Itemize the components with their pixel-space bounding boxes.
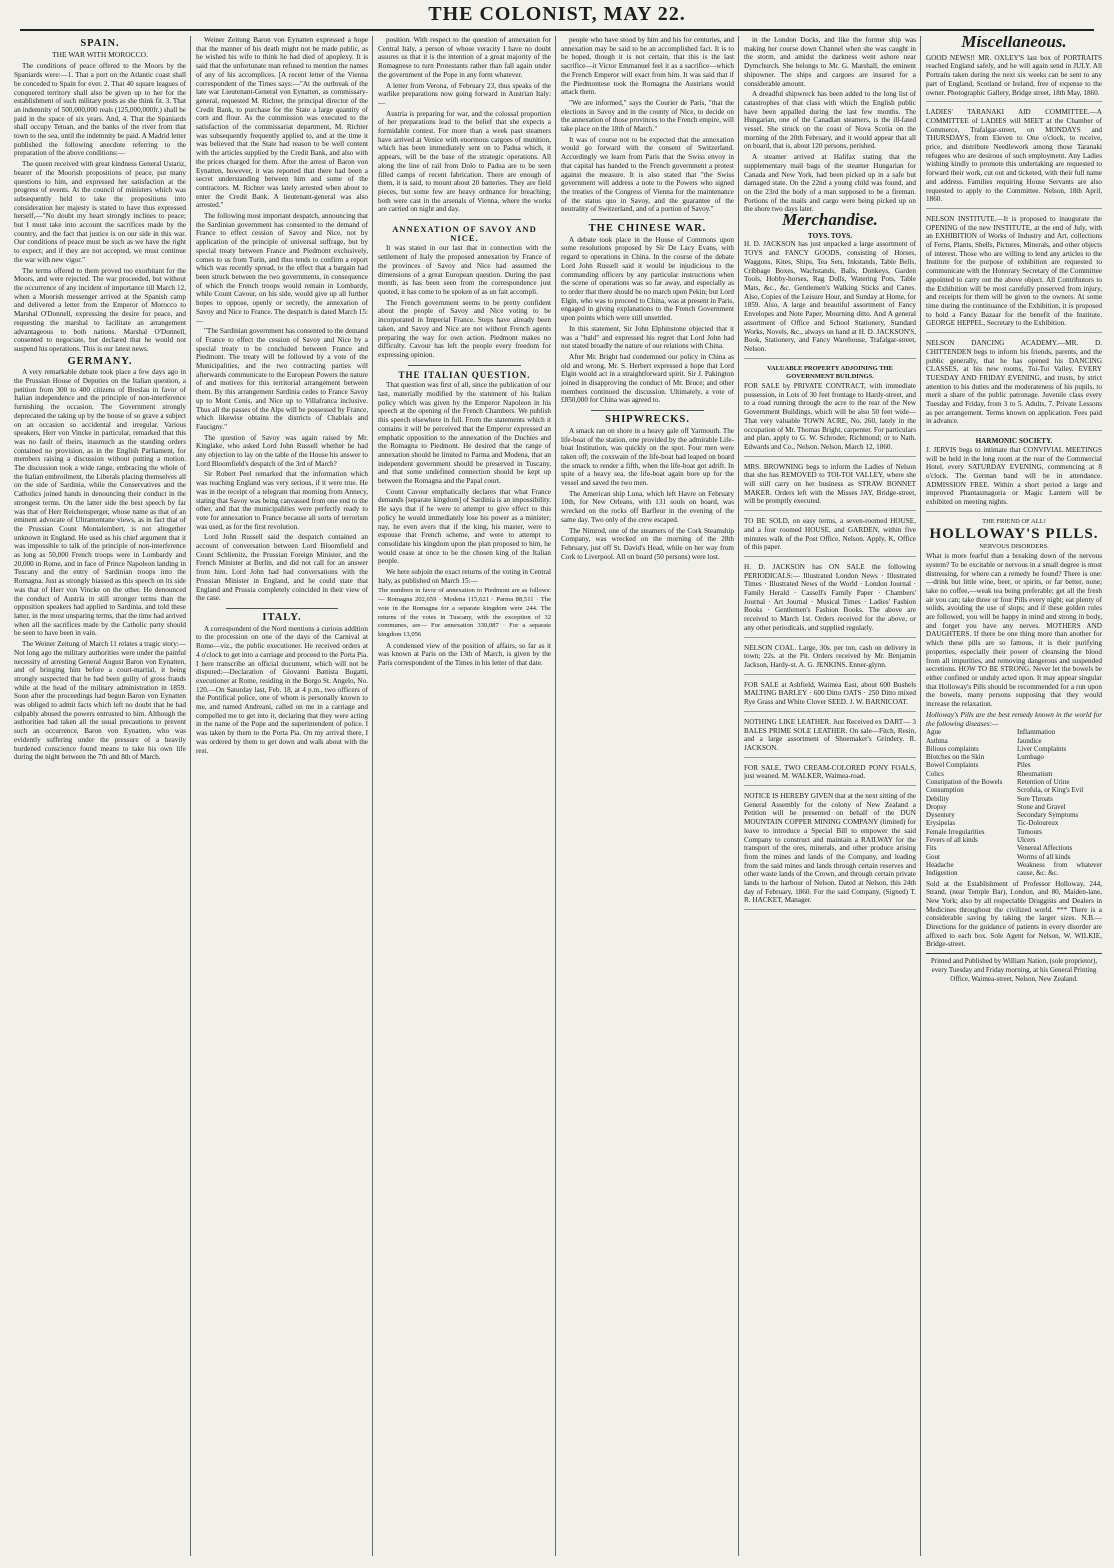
article-paragraph: The Nimrod, one of the steamers of the Cork Steamship Company, was wrecked on the morning of the 28th February, just off St. David's Head, while on her way from Cork to Liverpool. All on board (50 persons) were lost. [561, 526, 734, 561]
article-paragraph: After Mr. Bright had condemned our policy in China as old and wrong, Mr. S. Herbert expressed a hope that Lord Elgin would act in a straightforward spirit. Sir J. Pakington joined in disapproving the conduct of Mr. Bruce; and other members continued the discussion. Ultimately, a vote of £850,000 for China was agreed to. [561, 352, 734, 405]
remedy-list-item: Ulcers [1017, 836, 1036, 845]
advertisement [744, 789, 916, 910]
section-heading-italy: ITALY. [262, 612, 302, 623]
article-paragraph: A smack ran on shore in a heavy gale off Yarmouth. The life-boat of the station, one provided by the admirable Life-boat Institution, was quickly on the spot. Four men were taken off; the coxswain of the life-boat had leaped on board the smack to render a fifth, when the life-boat got adrift. In spite of a heavy sea, the life-boat again bore up for the vessel and saved the two men. [561, 426, 734, 488]
column-2 [196, 36, 368, 1556]
remedy-list-item: Retention of Urine [1017, 778, 1070, 786]
ad-text: MRS. BROWNING begs to inform the Ladies of Nelson that she has REMOVED to TOI-TOI VALLEY, where she will still carry on her business as STRAW BONNET MAKER. Orders left with the Misses JAY, Bridge-street, will be promptly executed. [744, 462, 916, 506]
remedy-list-item: Dysentery [926, 811, 955, 820]
article-paragraph: people who have stood by him and his for centuries, and annexation may be said to be an accomplished fact. It is to be hoped, though it is not certain, that this is the last sacrifice—it Victor Emmanuel feel it as a sacrifice—which the French Emperor will exact from him. It was said that if the Piedmontese took the Romagna the Austrians would attack them. [561, 36, 734, 97]
article-paragraph: The Weiner Zeitung of March 11 relates a tragic story:—Not long ago the military authorities were under the painful necessity of arresting General August Baron von Eynatten, and of bringing him before a court-martial, it being strongly suspected that he had been guilty of gross frauds while at the head of the military administration in 1859. Soon after the proceedings had begun Baron von Eynatten was obliged to admit facts which left no doubt that he had culpably abused the powers entrusted to him. Although the authorities had taken all the usual precautions to prevent such an occurrence, Baron von Eynatten, who was evidently suffering under the pressure of a heavily burdened conscience found means to take his own life during the night between the 7th and 8th of March. [14, 640, 186, 762]
ad-title: TOYS. TOYS. [807, 231, 853, 240]
section-separator [226, 608, 338, 609]
article-paragraph: The queen received with great kindness General Ustariz, bearer of the Moorish propositions of peace, put many questions to him, and expressed her satisfaction at the progress of events. At the council of ministers which was subsequently held to take the propositions into consideration her majesty is stated to have thus expressed herself,—"No doubt my heart strongly inclines to peace; but I must take into account the sacrifices made by the country, and the fact that justice is on our side in this war. Our conditions of peace must be such as we have the right to expect; and if they are not accepted, we must continue the war with new vigor." [14, 160, 186, 264]
article-paragraph: That question was first of all, since the publication of our last, materially modified by the statement of his Italian policy which was given by the Emperor Napoleon in his speech at the opening of the French Chambers. We publish this speech elsewhere in full. From the statements which it contains it will be perceived that the Emperor expressed an emphatic opposition to the annexation of the Duchies and the Romagna to Piedmont. He desired that the range of annexation should be limited to Parma and Modena, that an independent government should be preserved in Tuscany, and that some undefined connection should be kept up between the Romagna and the Papal court. [378, 381, 551, 486]
section-heading-shipwrecks: SHIPWRECKS. [605, 414, 690, 426]
article-paragraph: A correspondent of the Nord mentions a curious addition to the procession on one of the days of the Carnival at Rome—viz., the public executioner. He received orders at 4 o'clock to get into a carriage and proceed to the Porta Pia. I here transcribe an official document, which will not be disputed:—Declaration of Giovanni Battista Bugatti, executioner at Rome, residing in the Borgo St. Angelo, No. 120.—On Saturday last, Feb. 18, at 4 p.m., two officers of the Pontifical police, one of whom is personally known to me, and named Andreani, called on me in a carriage and compelled me to get into it, declaring that they were acting in the name of the Pope and the superintendent of police. I was taken by them to the Porta Pia. On my arrival there, I was ordered by them to get down and walk about with the rest. [196, 624, 368, 755]
advertisement [926, 336, 1102, 431]
advertisement [926, 212, 1102, 333]
remedy-list-item: Inflammation [1017, 728, 1056, 737]
article-paragraph: A steamer arrived at Halifax stating that the supplementary mail bags of the steamer Hungarian for Canada and New York, had been picked up in a safe but damaged state. On the 22nd a young child was found, and on the 23rd the body of a man supposed to be a fireman. Portions of the mails and cargo were being picked up on the shore two days later. [744, 153, 916, 214]
article-paragraph: Sir Robert Peel remarked that the information which was reaching England was very serious, if it were true. He was in the receipt of a telegram that morning from Annecy, stating that Savoy was being canvassed from one end to the other, and that the municipalities were perfectly ready to vote for annexation to France because all sorts of terrorism was used, as for the first revolution. [196, 470, 368, 531]
article-paragraph: A debate took place in the House of Commons upon some resolutions proposed by Sir De Lacy Evans, with regard to operations in China. In the course of the debate Lord John Russell said it would be injudicious to the commanding officers by any particular instructions when the scene of operations was so far away, and especially as to order that there should be no march upon Pekin; but Lord Elgin, who was to proceed to China, was at present in Paris, engaged in giving explanations to the French Government upon points which were still unsettled. [561, 235, 734, 323]
ad-text: Sold at the Establishment of Professor Holloway, 244, Strand, (near Temple Bar), London, and 80, Maiden-lane, New York; also by all respectable Druggists and Dealers in Medicines throughout the civilized world. *** There is a considerable saving by taking the larger sizes. N.B.—Directions for the guidance of patients in every disorder are affixed to each box. Sole Agent for Nelson, W. WILKIE, Bridge-street. [926, 879, 1102, 949]
remedy-list-item: Gout [926, 852, 940, 861]
article-paragraph: We here subjoin the exact returns of the voting in Central Italy, as published on March 15:— [378, 568, 551, 585]
remedy-list-item: Female Irregularities [926, 827, 985, 836]
remedy-list-item: Tic-Doloureux [1017, 819, 1059, 828]
subheading-war-morocco: THE WAR WITH MOROCCO. [52, 49, 148, 59]
remedy-list-item: Constipation of the Bowels [926, 778, 1003, 786]
article-paragraph: In this statement, Sir John Elphinstone objected that it was a "bald" and expressed his regret that Lord John had not stated broadly the nature of our relations with China. [561, 324, 734, 351]
advertisement [926, 434, 1102, 512]
ad-text: FOR SALE by PRIVATE CONTRACT, with immediate possession, in Lots of 30 feet frontage to Hardy-street, and to a road running through the acre to the rear of the New Government Buildings, which will be also 50 feet wide— That very valuable TOWN ACRE, No. 260, lately in the occupation of Mr. Thomas Bright, carpenter. For particulars and plan, apply to G. W. Schroder, Richmond; or to Nath. Edwards and Co., Nelson. Nelson, March 12, 1860. [744, 382, 916, 451]
remedy-list-item: Venereal Affections [1017, 844, 1073, 853]
ad-text: NELSON INSTITUTE.—It is proposed to inaugurate the OPENING of the new INSTITUTE, at the end of July, with an EXHIBITION of Works of Industry and Art, collections of Ferns, Plants, Shells, Pictures, Minerals, and other objects of interest. Those who are willing to lend any articles to the Institute for the purpose of exhibition are requested to communicate with the Honorary Secretary of the Committee appointed to carry out the above object. All Contributors to the Exhibition will be most carefully preserved from injury, and receipts for them will be given to the owners. At some time during the continuance of the Exhibition, it is proposed to hold a Fancy Bazaar for the benefit of the Institute. GEORGE HEPPEL, Secretary to the Exhibition. [926, 214, 1102, 328]
article-paragraph: It was of course not to be expected that the annexation would go forward with the consent of Switzerland. Accordingly we learn from Paris that the Swiss envoy in that capital has handed to the French government a protest against the measure. It is also stated that "the Swiss government will address a note to the Powers who signed the treaties of the Congress of Vienna for the maintenance of the status quo in Savoy, and the guarantee of the neutrality of Switzerland, and of a portion of Savoy." [561, 135, 734, 214]
article-paragraph: The question of Savoy was again raised by Mr. Kinglake, who asked Lord John Russell whether he had any objection to lay on the table of the House his answer to Lord Bloomfield's despatch of the 3rd of March? [196, 433, 368, 468]
article-paragraph: The following most important despatch, announcing that the Sardinian government has consented to the demand of France to effect cession of Savoy and Nice, not by application of the principle of universal suffrage, but by special treaty between France and Piedmont exclusively, comes to us from Turin, and thus tends to confirm a report which was recently spread, to the effect that a bargain had been struck between the two governments, in consequence of which the French troops would remain in Lombardy, while Count Cavour, on his side, would give up all further hopes to oppose, openly or secretly, the annexation of Savoy and Nice to France. The despatch is dated March 15:— [196, 212, 368, 325]
article-paragraph: The terms offered to them proved too exorbitant for the Moors, and were rejected. The war proceeded, but without the occurrence of any incident of importance till March 12, when a Moorish messenger arrived at the Spanish camp and delivered a letter from the Emperor of Morocco to Marshal O'Donnell, expressing the desire for peace, and requesting the marshal to facilitate an arrangement advantageous to both nations. Marshal O'Donnell, consented to negociate, but declared that he would not suspend his operations. This is our latest news. [14, 266, 186, 353]
remedy-list-item: Blotches on the Skin [926, 753, 985, 762]
vote-returns: The numbers in favor of annexation to Piedmont are as follows:— Romagna 202,659 · Modena 115,621 · Parma 88,511 · The vote in the Romagna for a separate kingdom were 244. The returns of the votes in Tuscany, with the exception of 32 communes, are— For annexation 330,087 · For a separate kingdom 13,056 [378, 587, 551, 638]
column-divider [738, 36, 739, 1556]
column-divider [555, 36, 556, 1556]
ad-list-heading: Holloway's Pills are the best remedy known in the world for the following diseases:— [926, 710, 1102, 728]
section-banner-miscellaneous: Miscellaneous. [961, 36, 1067, 51]
remedy-list-item: Indigestion [926, 869, 958, 878]
article-paragraph: Lord John Russell said the despatch contained an account of conversation between Lord Bloomfield and Count Schlienitz, the Prussian Foreign Minister, and the French Minister at Berlin, and did not call for an answer from him. Lord John had had conversations with the Prussian Minister in England, and he could state that England and Prussia completely coincided in their view of the case. [196, 533, 368, 603]
ad-text: NELSON DANCING ACADEMY.—MR. D. CHITTENDEN begs to inform his friends, parents, and the public generally, that he has opened his DANCING CLASSES, at his new rooms, Toi-Toi Valley. EVERY TUESDAY AND FRIDAY EVENING, and trusts, by strict attention to his duties and the moderateness of his pupils, to merit a share of the public patronage. Juvenile class every Tuesday and Friday, from 3 to 5. Adults, 7. Private Lessons as per arrangement. Terms known on application. Fees paid in advance. [926, 339, 1102, 426]
ad-title: HOLLOWAY'S PILLS. [929, 526, 1099, 543]
column-divider [190, 36, 191, 1556]
article-paragraph: Weiner Zeitung Baron von Eynatten expressed a hope that the manner of his death might not be made public, as he wished his wife to think he had died of apoplexy. It is said that the unfortunate man refused to mention the names of any of his accomplices. [A recent letter of the Vienna correspondent of the Times says:—"At the outbreak of the late war Lieutenant-General von Eynatten, as commissary-general, requested M. Richter, the principal director of the Credit Bank, to purchase for the State a large quantity of corn and flour. As the commission was executed to the satisfaction of the commissariat department, M. Richter was subsequently frequently applied to, and at the time it was believed that the State had reason to be well content with the articles supplied by the Credit Bank, and also with the prices charged for them. After the arrest of Baron von Eynatten, however, it was reported that there had been a secret understanding between him and some of the contractors. M. Richter was lately arrested when about to enter the Credit Bank. A lieutenant-general was also arrested." [196, 36, 368, 210]
column-3 [378, 36, 551, 1556]
article-paragraph: The French government seems to be pretty confident about the people of Savoy and Nice voting to be incorporated in Imperial France. Steps have already been taken, and Savoy and Nice are not without French agents preparing the way for own action. Piedmont makes no difficulty. Cavour has left the people every freedom for expressing opinion. [378, 298, 551, 359]
article-paragraph: in the London Docks, and like the former ship was making her course down Channel when she was caught in the storm, and amidst the darkness went ashore near Dymchurch. She belongs to Mr. G. Marshall, the eminent shipowner. The ships and cargoes are insured for a considerable amount. [744, 36, 916, 88]
advertisement [744, 641, 916, 675]
article-paragraph: A dreadful shipwreck has been added to the long list of catastrophes of that class with which the English public have been appalled during the last few months. The Hungarian, one of the Canadian steamers, is the ill-fated vessel. She struck on the coast of Nova Scotia on the morning of the 20th February, and it would appear that all on board, that is, about 120 persons, perished. [744, 90, 916, 151]
remedy-list-item: Rheumatism [1017, 769, 1053, 778]
remedy-list-item: Headache [926, 860, 954, 869]
remedy-list-item: Asthma [926, 736, 948, 745]
remedy-list-item: Ague [926, 728, 942, 737]
remedy-list-item: Fits [926, 844, 937, 853]
advertisement [744, 514, 916, 557]
article-paragraph: "The Sardinian government has consented to the demand of France to effect the cession of Savoy and Nice by a special treaty to be concluded between France and Piedmont. The treaty will be followed by a vote of the Municipalities, and the two contracting parties will afterwards communicate to the European Powers the nature of and motives for this territorial arrangement between them. By this arrangement Sardinia cedes to France Savoy up to Mont Cenis, and Nice up to Villafranca inclusive. Thus all the passes of the Alps will be possessed by France, which likewise obtains the districts of Chablais and Faucigny." [196, 327, 368, 431]
article-paragraph: The conditions of peace offered to the Moors by the Spaniards were:—1. That a port on the Atlantic coast shall be conceded to Spain for ever. 2. That 40 square leagues of conquered territory shall also be given up to her for the establishment of such military posts as she think fit. 3. That an indemnity of 500,000,000 reals (125,000,000fr.) shall be paid in the space of six years. And, 4. That the Spaniards shall occupy Tetuan, and the banks of the river from that town to the sea, until the indemnity be paid. A Madrid letter published the following anecdote referring to the preparation of the above conditions:— [14, 62, 186, 158]
article-paragraph: Count Cavour emphatically declares that what France demands [separate kingdom] of Sardinia is an impossibility. He says that if he were to attempt to give effect to this policy he would immediately lose his power as a minister; nay, he even avers that if the king, his master, were to espouse that French scheme, and were to attempt to consolidate his kingdom upon the plan proposed to him, he would cease at once to be the chosen king of the Italian people. [378, 487, 551, 566]
ad-text: FOR SALE at Ashfield, Waimea East, about 600 Bushels MALTING BARLEY · 600 Ditto OATS · 250 Ditto mixed Rye Grass and White Clover SEED. J. W. BARNICOAT. [744, 680, 916, 707]
advertisement [744, 761, 916, 786]
remedy-list-item: Dropsy [926, 802, 947, 811]
section-heading-germany: GERMANY. [67, 355, 133, 367]
column-5 [744, 36, 916, 1556]
ad-text: TO BE SOLD, on easy terms, a seven-roomed HOUSE, and a four roomed HOUSE, and GARDEN, within five minutes walk of the Post Office, Nelson. Apply, K, Office of this paper. [744, 517, 916, 552]
article-paragraph: The American ship Luna, which left Havre on February 10th, for New Orleans, with 131 souls on board, was wrecked on the rocks off Barfleur in the evening of the same day. Two only of the crew escaped. [561, 489, 734, 524]
remedy-list [926, 728, 1102, 877]
article-paragraph: It was stated in our last that in connection with the settlement of Italy the proposed annexation by France of the provinces of Savoy and Nice had assumed the dimensions of a great European question. During the past month, as has been seen from the correspondence just quoted, it has come to be spoken of as un fait accompli. [378, 244, 551, 296]
remedy-list-item: Erysipelas [926, 819, 956, 828]
remedy-list-item: Scrofula, or King's Evil [1017, 786, 1084, 795]
ad-text: NELSON COAL. Large, 30s. per ton, cash on delivery in town; 22s. at the Pit. Orders received by Mr. Benjamin Jackson, Hardy-st. A. G. JENKINS. Enner-glynn. [744, 643, 916, 669]
article-paragraph: A condensed view of the position of affairs, so far as it was known at Paris on the 13th of March, is given by the Paris correspondent of the Times in his letter of that date. [378, 641, 551, 668]
article-paragraph: A very remarkable debate took place a few days ago in the Prussian House of Deputies on the Italian question, a petition from 300 to 400 citizens of Breslau in favor of Italian independence and the principle of non-interference furnishing the occasion. The Government strongly deprecated the taking up by the house of so grave a subject on an occasion so accidental and irregular. Various speakers, Herr von Vincke in particular, remarked that this was no fault of theirs, inasmuch as the standing orders contained no provision, as in the English Parliament, for members raising a discussion without putting a motion. The discussion took a wide range, embracing the whole of the Italian embroilment, the Liberals placing themselves all on the side of Sardinia, while the Conservatives and the Catholics joined hands in denouncing their conduct in the strongest terms. On the latter side the best speech by far was that of Herr Reichensperger, whose name as that of an eminent advocate of Ultramontane views, as in fact that of the Prussian Count Montalembert, is not altogether unknown in England. He used as his chief argument that it was impossible to talk of the principle of non-interference as long as 50,000 French troops were in Lombardy and 20,000 in Rome, and in face of Prince Napoleon landing in Tuscany and the entry of Sardinian troops into the Romagna. Just as strongly biassed as this speech on its side was that of Herr von Vincke on the other. He denounced the conduct of Austria in still stronger terms than the opposition speakers had applied to Sardinia, and told these latter, in the most unsparing terms, that the time had arrived when all the sacrifices made by the Catholic party should be seen to have been in vain. [14, 368, 186, 638]
ad-text: What is more fearful than a breaking down of the nervous system? To be excitable or nervous in a small degree is most distressing, for where can a remedy be found? There is one:—drink but little wine, beer, or spirits, or far better, none; take no coffee,—weak tea being preferable; get all the fresh air you can; take three or four Pills every night; eat plenty of solids, avoiding the use of slops; and if these golden rules are followed, you will be happy in mind and strong in body, and forget you have any nerves. MOTHERS AND DAUGHTERS. If there be one thing more than another for which these pills are so famous, it is their purifying properties, especially their power of cleansing the blood from all impurities, and removing dangerous and suspended secretions. HOW TO BE STRONG. Never let the bowels be either confined or unduly acted upon. It may appear singular that Holloway's Pills should be recommended for a run upon the bowels, many persons supposing that they would increase the relaxation. [926, 552, 1102, 709]
ad-text: H. D. JACKSON has just unpacked a large assortment of TOYS and FANCY GOODS, consisting of Horses, Waggons, Kites, Ships, Tea Sets, Inkstands, Table Bells, Cribbage Boxes, Wachstands, Balls, Donkeys, Garden Tools, Hobby-horses, Rag Dolls, Watering Pots, Table Mats, &c., &c. Gentlemen's Walking Sticks and Canes. Also, Copies of the Leisure Hour, and Sunday at Home, for 1859. Also, A large and beautiful assortment of Fancy Envelopes and Note Paper, Mourning ditto. And A general assortment of Office and School Stationery, Standard Works, Novels, &c., always on hand at H. D. JACKSON'S, Book, Stationery, and Fancy Warehouse, Trafalgar-street, Nelson. [744, 240, 916, 353]
advertisement [744, 678, 916, 712]
ad-title: HARMONIC SOCIETY. [975, 437, 1053, 446]
column-divider [920, 36, 921, 1556]
remedy-list-item: Liver Complaints [1017, 744, 1067, 753]
masthead-rule [20, 29, 1094, 31]
ad-text: H. D. JACKSON has ON SALE the following PERIODICALS:— Illustrated London News · Illustrated Times · Illustrated News of the World · London Journal · Family Herald · Cassell's Family Paper · Chambers' Journal · Art Journal · Musical Times · Ladies' Fashion Books · Gentlemen's Fashion Books. The above are received to March 1st. Orders received for the above, or any other periodicals, and supplied regularly. [744, 562, 916, 632]
section-heading-chinese-war: THE CHINESE WAR. [588, 223, 707, 235]
remedy-list-item: Debility [926, 794, 949, 803]
advertisement [744, 362, 916, 457]
ad-text: GOOD NEWS!! MR. OXLEY'S last box of PORTRAITS reached England safely, and he will again send in JULY. All Portraits taken during the next six weeks can be sent to any part of England, Scotland or Ireland, free of expense to the owner. Photographic Gallery, Bridge street, 18th May, 1860. [926, 53, 1102, 97]
advertisement [744, 460, 916, 512]
advertisement [744, 560, 916, 638]
ad-text: NOTHING LIKE LEATHER. Just Received ex DART— 3 BALES PRIME SOLE LEATHER. On sale—Fitch, Resin, and a large assortment of Shoemaker's Grindery. R. JACKSON. [744, 717, 916, 752]
ad-text: NOTICE IS HEREBY GIVEN that at the next sitting of the General Assembly for the colony of New Zealand a Petition will be presented on behalf of the DUN MOUNTAIN COPPER MINING COMPANY (limited) for leave to introduce a Special Bill to empower the said Company to construct and maintain a RAILWAY for the transport of the ores, minerals, and other produce arising from the mines and lands of the Company, and leading from the said mines and lands through certain reserves and other waste lands of the Crown, and through certain private lands to the harbour of Nelson. Dated at Nelson, this 24th day of February, 1860. For the said Company, (Signed) T. R. HACKET, Manager. [744, 792, 916, 905]
article-paragraph: A letter from Verona, of February 23, thus speaks of the warlike preparations now going forward in Austrian Italy:— [378, 81, 551, 107]
remedy-list-item: Sore Throats [1017, 794, 1053, 803]
column-1 [14, 36, 186, 1556]
ad-text: LADIES' TARANAKI AID COMMITTEE.—A COMMITTEE of LADIES will MEET at the Chamber of Commerce, Trafalgar-street, on MONDAYS and THURSDAYS, from Eleven to One o'clock, to receive, price, and distribute Needlework among those Taranaki refugees who are desirous of such employment. Any Ladies wishing kindly to promote this undertaking are requested to forward their work, cut out and ticketed, with their full name and address. Families requiring House Servants are also requested to apply to the Committee. Nelson, 18th April, 1860. [926, 108, 1102, 204]
article-paragraph: "We are informed," says the Courier de Paris, "that the elections in Savoy and in the county of Nice, to decide on the annexation of those provinces to the French empire, will take place on the 18th of March." [561, 98, 734, 134]
remedy-list-item: Colics [926, 769, 944, 778]
remedy-list-item: Fevers of all kinds [926, 836, 978, 845]
column-6 [926, 36, 1102, 1556]
section-banner-merchandise: Merchandise. [782, 210, 878, 230]
remedy-list-item: Jaundice [1017, 736, 1042, 745]
masthead-title: THE COLONIST, MAY 22. [428, 3, 686, 25]
ad-title: VALUABLE PROPERTY ADJOINING THE GOVERNMENT BUILDINGS. [767, 364, 893, 381]
article-paragraph: Austria is preparing for war, and the colossal proportion of her preparations lead to the belief that she expects a formidable contest. For more than a week past steamers have arrived at Venice with enormous cargoes of munition, which has been immediately sent on to Padua which, it appears, will be the base of the strategic operations. All along the line of rail from Dolo to Padua are to be seen filled camps of recent fabrication. There are enough of them, it is said, to mount about 20 batteries. They are field pieces, but some few are heavy ordnance for breaching; both were cast in the arsenals of Vienna, where the works are carried on night and day. [378, 109, 551, 214]
remedy-list-item: Bowel Complaints [926, 761, 979, 770]
remedy-list-item: Worms of all kinds [1017, 852, 1071, 861]
remedy-list-item: Weakness from whatever cause, &c. &c. [1017, 860, 1102, 878]
ad-text: J. JERVIS begs to intimate that CONVIVIAL MEETINGS will be held in the long room at the rear of the Commercial Hotel, every SATURDAY EVENING, commencing at 8 o'clock. The German band will be in attendance. ADMISSION FREE. Within a short period a large and improved Phantasmagoria or Magic Lantern will be exhibited on meeting nights. [926, 445, 1102, 507]
remedy-list-item: Consumption [926, 786, 964, 795]
remedy-list-item: Bilious complaints [926, 744, 979, 753]
ad-subtitle: THE FRIEND OF ALL! [982, 517, 1046, 525]
ad-text: FOR SALE, TWO CREAM-COLORED PONY FOALS, just weaned. M. WALKER, Waimea-road. [744, 763, 916, 781]
advertisement [744, 715, 916, 758]
advertisement [926, 105, 1102, 209]
section-separator [408, 219, 521, 220]
section-separator [591, 410, 704, 411]
ad-kicker: NERVOUS DISORDERS. [979, 543, 1049, 551]
advertisement [926, 51, 1102, 103]
remedy-list-item: Tumours [1017, 827, 1043, 836]
column-divider [372, 36, 373, 1556]
masthead [0, 0, 1114, 30]
remedy-list-item: Secondary Symptoms [1017, 811, 1079, 820]
section-separator [408, 365, 521, 366]
remedy-list-item: Piles [1017, 761, 1031, 770]
advertisement-holloways-pills [926, 515, 1102, 988]
section-separator [591, 219, 704, 220]
printer-imprint: Printed and Published by William Nation, (sole proprietor), every Tuesday and Friday morning, at his General Printing Office, Waimea-street, Nelson, New Zealand. [926, 953, 1102, 983]
section-heading-italian-question: THE ITALIAN QUESTION. [398, 369, 531, 380]
section-heading-spain: SPAIN. [80, 38, 120, 49]
article-paragraph: position. With respect to the question of annexation for Central Italy, a person of whose veracity I have no doubt assures us that it is the intention of a great majority of the Romagnese to turn Protestants rather than fall again under the government of the Pope in any form whatever. [378, 36, 551, 79]
remedy-list-item: Stone and Gravel [1017, 802, 1066, 811]
advertisement [744, 229, 916, 359]
column-4 [561, 36, 734, 1556]
remedy-list-item: Lumbago [1017, 753, 1044, 762]
section-heading-annexation: ANNEXATION OF SAVOY AND NICE. [392, 224, 537, 243]
